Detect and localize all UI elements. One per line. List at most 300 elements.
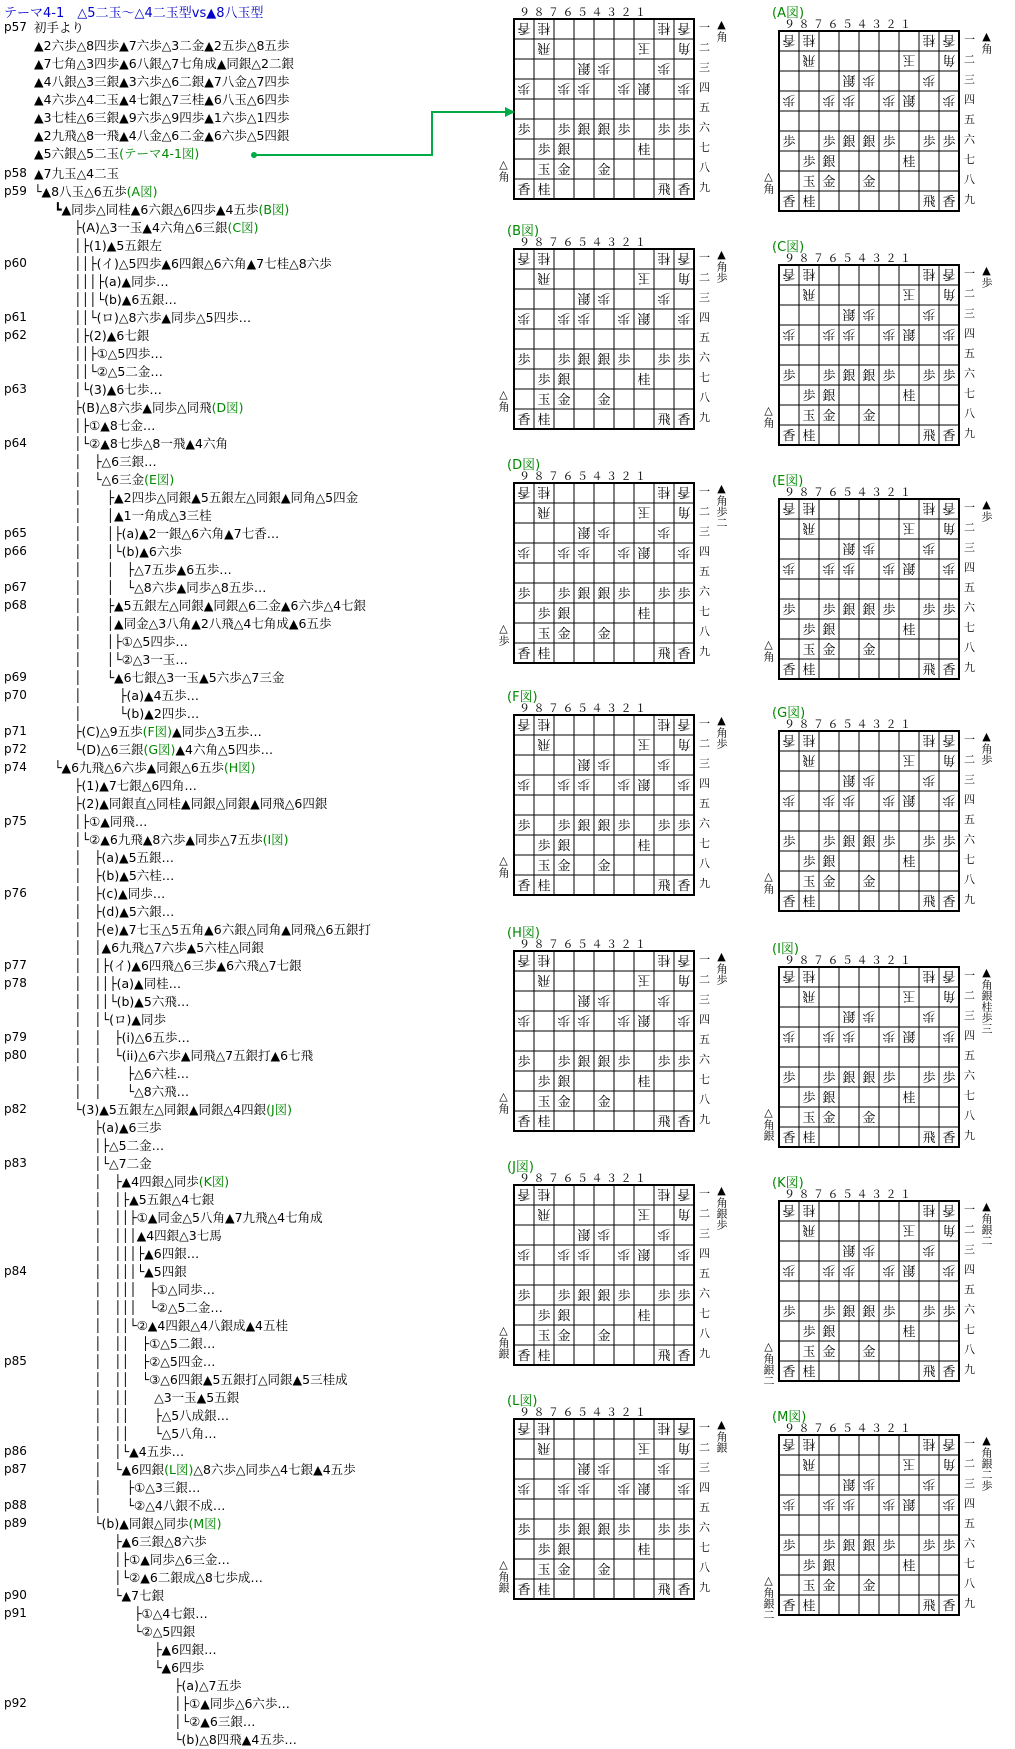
gote-piece: 飛 (802, 52, 816, 67)
sente-piece: 歩 (537, 373, 551, 388)
move-line: │ │├▲5五銀△4七銀 (94, 1192, 215, 1207)
sente-piece: 玉 (802, 409, 816, 424)
gote-piece: 歩 (842, 326, 856, 341)
gote-piece: 銀 (637, 1480, 651, 1495)
gote-piece: 銀 (902, 560, 916, 575)
move-line: ▲2九飛△8一飛▲4八金△6二金▲6六歩△5四銀 (34, 128, 290, 143)
move-line: │ │├(イ)▲6四飛△6三歩▲6六飛△7七銀 (74, 958, 302, 973)
move-line: │ │└(b)▲6六歩 (74, 544, 182, 559)
sente-piece: 歩 (922, 369, 936, 384)
page-number-label: p76 (4, 886, 27, 900)
gote-piece: 香 (782, 32, 796, 47)
gote-piece: 角 (677, 504, 691, 519)
gote-piece: 歩 (557, 310, 571, 325)
sente-hand: △角 (497, 854, 510, 878)
sente-piece: 飛 (922, 663, 936, 678)
gote-piece: 歩 (517, 310, 531, 325)
move-line: ├(a)△7五歩 (174, 1678, 242, 1693)
gote-piece: 歩 (597, 290, 611, 305)
page-number-label: p92 (4, 1696, 27, 1710)
move-line: ├▲6四銀… (154, 1642, 217, 1657)
gote-piece: 歩 (577, 1012, 591, 1027)
sente-piece: 香 (677, 183, 691, 198)
move-line: │├△5二金… (94, 1138, 165, 1153)
gote-hand: ▲角歩 (715, 714, 728, 749)
sente-piece: 玉 (802, 1579, 816, 1594)
sente-piece: 歩 (657, 1055, 671, 1070)
sente-piece: 金 (557, 1329, 571, 1344)
sente-hand: △角 (762, 638, 775, 662)
page-number-label: p72 (4, 742, 27, 756)
page-number-label: p86 (4, 1444, 27, 1458)
sente-piece: 歩 (942, 1305, 956, 1320)
gote-piece: 歩 (942, 560, 956, 575)
move-line: │ ││└(b)▲5六飛… (74, 994, 190, 1009)
board-label: (B図) (507, 224, 540, 239)
sente-piece: 歩 (782, 835, 796, 850)
sente-piece: 歩 (822, 135, 836, 150)
move-line: │├①▲8七金… (74, 418, 156, 433)
sente-piece: 銀 (557, 1543, 571, 1558)
move-line: ││├①△5四歩… (74, 346, 163, 361)
gote-piece: 歩 (882, 1028, 896, 1043)
move-line: ├(a)▲6三歩 (94, 1120, 162, 1135)
sente-piece: 金 (557, 163, 571, 178)
move-line: ├(1)▲7七銀△6四角… (74, 778, 197, 793)
move-line: │ │ └△8六歩▲同歩△8五歩… (74, 580, 267, 595)
page-number-label: p80 (4, 1048, 27, 1062)
sente-piece: 金 (597, 859, 611, 874)
sente-piece: 歩 (802, 1325, 816, 1340)
gote-piece: 銀 (902, 1496, 916, 1511)
gote-piece: 銀 (902, 1262, 916, 1277)
gote-piece: 角 (942, 520, 956, 535)
gote-piece: 桂 (802, 266, 816, 281)
gote-piece: 香 (517, 20, 531, 35)
sente-piece: 銀 (822, 623, 836, 638)
gote-piece: 角 (677, 1206, 691, 1221)
sente-piece: 歩 (557, 123, 571, 138)
sente-piece: 銀 (822, 389, 836, 404)
sente-piece: 銀 (557, 373, 571, 388)
gote-piece: 桂 (657, 1186, 671, 1201)
gote-piece: 銀 (637, 310, 651, 325)
gote-piece: 歩 (597, 1226, 611, 1241)
page-number-label: p62 (4, 328, 27, 342)
page-number-label: p83 (4, 1156, 27, 1170)
sente-piece: 歩 (822, 1305, 836, 1320)
diagram-reference: (D図) (211, 400, 244, 415)
gote-piece: 歩 (617, 1246, 631, 1261)
gote-piece: 歩 (862, 306, 876, 321)
sente-piece: 歩 (557, 353, 571, 368)
gote-piece: 歩 (822, 92, 836, 107)
sente-piece: 香 (942, 1365, 956, 1380)
gote-piece: 玉 (902, 1456, 916, 1471)
gote-piece: 角 (942, 52, 956, 67)
gote-piece: 歩 (842, 1028, 856, 1043)
gote-piece: 桂 (537, 20, 551, 35)
sente-piece: 歩 (537, 607, 551, 622)
sente-hand: △角銀二 (762, 1574, 775, 1620)
sente-piece: 歩 (677, 819, 691, 834)
page-number-label: p59 (4, 184, 27, 198)
gote-piece: 角 (942, 286, 956, 301)
sente-piece: 歩 (882, 369, 896, 384)
move-line: │└②▲6九飛▲8六歩▲同歩△7五歩(I図) (74, 832, 289, 847)
gote-piece: 香 (677, 952, 691, 967)
board-grid (778, 264, 960, 446)
sente-piece: 歩 (677, 1523, 691, 1538)
column-numbers: ９ ８ ７ ６ ５ ４ ３ ２ １ (784, 1422, 911, 1435)
move-line: │└△7二金 (94, 1156, 152, 1171)
move-line: ││├(イ)△5四歩▲6四銀△6六角▲7七桂△8六歩 (74, 256, 332, 271)
gote-piece: 歩 (657, 60, 671, 75)
board-label: (M図) (772, 1410, 807, 1425)
column-numbers: ９ ８ ７ ６ ５ ４ ３ ２ １ (519, 702, 646, 715)
sente-piece: 歩 (942, 1071, 956, 1086)
board-label: (G図) (772, 706, 806, 721)
column-numbers: ９ ８ ７ ６ ５ ４ ３ ２ １ (784, 486, 911, 499)
move-line: ▲4六歩△4二玉▲4七銀△7三桂▲6八玉△6四歩 (34, 92, 290, 107)
sente-piece: 金 (557, 1563, 571, 1578)
sente-piece: 歩 (882, 1305, 896, 1320)
move-line: │ ├(e)▲7七玉△5五角▲6六銀△同角▲同飛△6五銀打 (74, 922, 371, 937)
move-line: │ │└▲4五歩… (94, 1444, 185, 1459)
sente-piece: 飛 (922, 195, 936, 210)
gote-piece: 香 (517, 1420, 531, 1435)
row-numbers: 一 二 三 四 五 六 七 八 九 (964, 1437, 975, 1610)
page-number-label: p63 (4, 382, 27, 396)
gote-piece: 歩 (782, 326, 796, 341)
gote-hand: ▲角銀桂歩三 (980, 966, 993, 1034)
sente-piece: 玉 (802, 175, 816, 190)
gote-piece: 銀 (842, 1008, 856, 1023)
sente-piece: 金 (822, 875, 836, 890)
sente-piece: 歩 (517, 1289, 531, 1304)
gote-hand: ▲歩 (980, 498, 993, 522)
gote-piece: 歩 (922, 772, 936, 787)
gote-piece: 歩 (922, 540, 936, 555)
board-grid (513, 18, 695, 200)
gote-piece: 歩 (557, 544, 571, 559)
gote-piece: 歩 (517, 544, 531, 559)
gote-piece: 歩 (677, 776, 691, 791)
move-line: │ ├(b)▲5六桂… (74, 868, 175, 883)
gote-piece: 銀 (842, 1242, 856, 1257)
move-line: │├(2)▲6七銀 (74, 328, 150, 343)
sente-piece: 香 (517, 183, 531, 198)
gote-piece: 歩 (882, 92, 896, 107)
page-number-label: p90 (4, 1588, 27, 1602)
gote-piece: 歩 (677, 80, 691, 95)
move-line: ││└(ロ)△8六歩▲同歩△5四歩… (74, 310, 252, 325)
sente-piece: 銀 (557, 143, 571, 158)
gote-piece: 玉 (637, 1206, 651, 1221)
sente-piece: 桂 (902, 389, 916, 404)
gote-piece: 歩 (822, 326, 836, 341)
sente-piece: 金 (862, 175, 876, 190)
gote-piece: 歩 (597, 60, 611, 75)
gote-piece: 香 (677, 716, 691, 731)
sente-piece: 歩 (882, 1071, 896, 1086)
page-number-label: p85 (4, 1354, 27, 1368)
sente-piece: 金 (597, 1329, 611, 1344)
gote-piece: 歩 (677, 1012, 691, 1027)
gote-piece: 桂 (537, 716, 551, 731)
move-line: │ └②△4八銀不成… (94, 1498, 226, 1513)
sente-hand: △角 (762, 870, 775, 894)
board-grid (778, 966, 960, 1148)
page-number-label: p65 (4, 526, 27, 540)
sente-piece: 香 (782, 895, 796, 910)
move-line: │ │ └△8六飛… (74, 1084, 190, 1099)
move-line: ▲7七角△3四歩▲6八銀△7七角成▲同銀△2二銀 (34, 56, 294, 71)
gote-piece: 歩 (922, 1242, 936, 1257)
sente-piece: 歩 (782, 603, 796, 618)
board-grid (778, 30, 960, 212)
gote-piece: 銀 (577, 1460, 591, 1475)
sente-piece: 歩 (517, 1523, 531, 1538)
sente-piece: 香 (677, 879, 691, 894)
sente-piece: 金 (862, 1579, 876, 1594)
gote-piece: 歩 (942, 1028, 956, 1043)
sente-piece: 歩 (822, 369, 836, 384)
sente-piece: 金 (862, 1111, 876, 1126)
gote-piece: 香 (677, 484, 691, 499)
gote-piece: 歩 (882, 326, 896, 341)
row-numbers: 一 二 三 四 五 六 七 八 九 (699, 21, 710, 194)
sente-piece: 香 (782, 1599, 796, 1614)
sente-piece: 香 (942, 895, 956, 910)
row-numbers: 一 二 三 四 五 六 七 八 九 (964, 267, 975, 440)
page-title: テーマ4-1 △5二玉～△4二玉型vs▲8八玉型 (4, 6, 264, 21)
sente-piece: 歩 (537, 1543, 551, 1558)
sente-piece: 香 (942, 1131, 956, 1146)
sente-piece: 銀 (862, 603, 876, 618)
page-number-label: p89 (4, 1516, 27, 1530)
gote-piece: 桂 (922, 32, 936, 47)
sente-piece: 桂 (537, 413, 551, 428)
sente-hand: △角 (762, 404, 775, 428)
move-line: │├①▲同歩△6六歩… (174, 1696, 290, 1711)
board-grid (778, 730, 960, 912)
sente-piece: 香 (782, 663, 796, 678)
page-number-label: p60 (4, 256, 27, 270)
diagram-reference: (M図) (188, 1516, 222, 1531)
move-line: │└②▲8七歩△8一飛▲4六角 (74, 436, 228, 451)
sente-piece: 歩 (657, 353, 671, 368)
move-line: ▲5六銀△5二玉(テーマ4-1図) (34, 146, 200, 161)
move-line: ├(B)△8六歩▲同歩△同飛(D図) (74, 400, 244, 415)
sente-piece: 香 (782, 429, 796, 444)
gote-piece: 歩 (577, 544, 591, 559)
diagram-reference: (A図) (126, 184, 158, 199)
column-numbers: ９ ８ ７ ６ ５ ４ ３ ２ １ (519, 1172, 646, 1185)
diagram-reference: (B図) (258, 202, 290, 217)
move-line: │ ├▲2四歩△同銀▲5五銀左△同銀▲同角△5四金 (74, 490, 359, 505)
move-line: │ ││ ├△5八成銀… (94, 1408, 230, 1423)
gote-piece: 歩 (882, 1262, 896, 1277)
sente-piece: 香 (517, 1115, 531, 1130)
sente-piece: 金 (862, 1345, 876, 1360)
sente-piece: 桂 (537, 1115, 551, 1130)
variation-tree (0, 0, 500, 1747)
sente-piece: 歩 (922, 1305, 936, 1320)
gote-piece: 銀 (637, 1246, 651, 1261)
gote-piece: 歩 (577, 310, 591, 325)
move-line: └▲6四歩 (154, 1660, 205, 1675)
gote-hand: ▲歩 (980, 264, 993, 288)
gote-piece: 歩 (922, 1008, 936, 1023)
sente-piece: 玉 (802, 643, 816, 658)
gote-piece: 香 (517, 716, 531, 731)
move-line: │├①▲同歩△6三金… (114, 1552, 230, 1567)
gote-piece: 桂 (802, 1202, 816, 1217)
sente-piece: 銀 (577, 587, 591, 602)
sente-piece: 香 (782, 195, 796, 210)
sente-piece: 歩 (782, 135, 796, 150)
row-numbers: 一 二 三 四 五 六 七 八 九 (699, 717, 710, 890)
sente-piece: 香 (517, 413, 531, 428)
sente-piece: 銀 (577, 1523, 591, 1538)
move-line: │ │ ├(i)△6五歩… (74, 1030, 190, 1045)
gote-piece: 歩 (882, 560, 896, 575)
gote-piece: 銀 (637, 544, 651, 559)
sente-piece: 歩 (782, 1305, 796, 1320)
board-grid (513, 482, 695, 664)
gote-piece: 歩 (657, 1226, 671, 1241)
gote-piece: 歩 (842, 92, 856, 107)
sente-piece: 香 (942, 1599, 956, 1614)
sente-piece: 歩 (537, 839, 551, 854)
sente-piece: 玉 (537, 393, 551, 408)
diagram-reference: (E図) (144, 472, 175, 487)
gote-piece: 飛 (537, 1440, 551, 1455)
board-label: (D図) (507, 458, 541, 473)
sente-piece: 歩 (942, 369, 956, 384)
gote-piece: 香 (782, 968, 796, 983)
board-label: (E図) (772, 474, 804, 489)
move-line: │├(1)▲5五銀左 (74, 238, 162, 253)
gote-piece: 飛 (802, 520, 816, 535)
sente-piece: 桂 (902, 1091, 916, 1106)
sente-piece: 銀 (862, 1071, 876, 1086)
sente-piece: 桂 (802, 663, 816, 678)
sente-piece: 銀 (862, 835, 876, 850)
page-number-label: p82 (4, 1102, 27, 1116)
row-numbers: 一 二 三 四 五 六 七 八 九 (699, 485, 710, 658)
move-line: │ ├(d)▲5六銀… (74, 904, 175, 919)
gote-hand: ▲角歩 (715, 248, 728, 283)
gote-piece: 歩 (657, 992, 671, 1007)
diagram-reference: (C図) (227, 220, 259, 235)
sente-piece: 銀 (862, 369, 876, 384)
move-line: │ │├(a)▲2一銀△6六角▲7七香… (74, 526, 280, 541)
board-label: (L図) (507, 1394, 538, 1409)
gote-piece: 銀 (842, 306, 856, 321)
move-line: └(3)▲5五銀左△同銀▲同銀△4四銀(J図) (74, 1102, 293, 1117)
move-line: │││├(a)▲同歩… (74, 274, 169, 289)
board-label: (J図) (507, 1160, 534, 1175)
move-line: ├(A)△3一玉▲4六角△6三銀(C図) (74, 220, 259, 235)
sente-piece: 歩 (802, 1091, 816, 1106)
board-label: (A図) (772, 6, 805, 21)
gote-piece: 玉 (637, 736, 651, 751)
sente-piece: 銀 (842, 603, 856, 618)
move-line: │ │▲同金△3八角▲2八飛△4七角成▲6五歩 (74, 616, 332, 631)
sente-hand: △角 (497, 1090, 510, 1114)
sente-piece: 金 (822, 409, 836, 424)
sente-piece: 金 (597, 393, 611, 408)
gote-piece: 歩 (617, 80, 631, 95)
page-number-label: p57 (4, 20, 27, 34)
sente-piece: 銀 (842, 135, 856, 150)
diagram-reference: (H図) (223, 760, 256, 775)
sente-piece: 桂 (802, 429, 816, 444)
page-number-label: p64 (4, 436, 27, 450)
gote-hand: ▲角銀 (715, 1418, 728, 1453)
move-line: │ │ ├△7五歩▲6五歩… (74, 562, 232, 577)
gote-piece: 桂 (802, 732, 816, 747)
sente-piece: 銀 (597, 1523, 611, 1538)
diagram-reference: (I図) (262, 832, 289, 847)
sente-piece: 香 (677, 413, 691, 428)
gote-piece: 桂 (657, 716, 671, 731)
gote-piece: 桂 (537, 952, 551, 967)
sente-piece: 銀 (862, 1305, 876, 1320)
row-numbers: 一 二 三 四 五 六 七 八 九 (699, 1421, 710, 1594)
sente-piece: 金 (597, 627, 611, 642)
sente-piece: 歩 (922, 1071, 936, 1086)
sente-hand: △角銀 (497, 1558, 510, 1593)
sente-piece: 飛 (922, 1599, 936, 1614)
move-line: │ │ ├△6六桂… (74, 1066, 190, 1081)
column-numbers: ９ ８ ７ ６ ５ ４ ３ ２ １ (519, 236, 646, 249)
gote-piece: 桂 (922, 266, 936, 281)
gote-piece: 銀 (902, 1028, 916, 1043)
page-number-label: p61 (4, 310, 27, 324)
sente-piece: 香 (517, 1349, 531, 1364)
sente-piece: 桂 (637, 1543, 651, 1558)
move-line: ├①△4七銀… (134, 1606, 208, 1621)
gote-piece: 桂 (657, 20, 671, 35)
sente-piece: 金 (862, 875, 876, 890)
sente-piece: 金 (822, 1579, 836, 1594)
gote-piece: 玉 (637, 504, 651, 519)
gote-piece: 桂 (802, 32, 816, 47)
sente-piece: 香 (677, 647, 691, 662)
gote-piece: 桂 (657, 250, 671, 265)
column-numbers: ９ ８ ７ ６ ５ ４ ３ ２ １ (784, 718, 911, 731)
sente-piece: 飛 (657, 183, 671, 198)
move-line: ┗▲同歩△同桂▲6六銀△6四歩▲4五歩(B図) (54, 202, 290, 217)
gote-piece: 玉 (902, 286, 916, 301)
gote-piece: 歩 (782, 1496, 796, 1511)
gote-piece: 歩 (822, 792, 836, 807)
sente-piece: 金 (822, 1111, 836, 1126)
row-numbers: 一 二 三 四 五 六 七 八 九 (699, 953, 710, 1126)
gote-piece: 歩 (657, 290, 671, 305)
gote-piece: 歩 (862, 540, 876, 555)
gote-piece: 香 (677, 20, 691, 35)
gote-piece: 歩 (782, 792, 796, 807)
gote-piece: 玉 (902, 988, 916, 1003)
gote-piece: 桂 (922, 1202, 936, 1217)
sente-piece: 香 (677, 1349, 691, 1364)
gote-piece: 歩 (862, 1476, 876, 1491)
gote-piece: 玉 (637, 40, 651, 55)
